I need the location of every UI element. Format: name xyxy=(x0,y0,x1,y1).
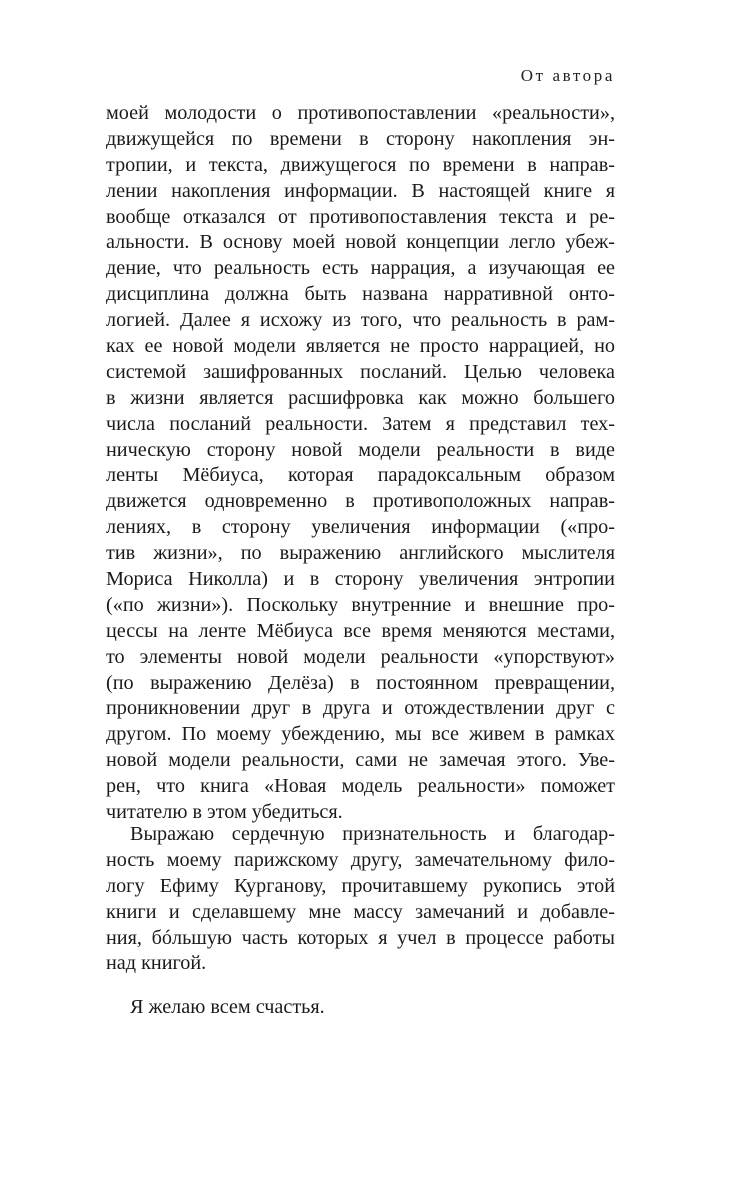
text-line: ность моему парижскому другу, замечательному фило- xyxy=(106,848,615,871)
text-line: движущейся по времени в сторону накопления эн- xyxy=(106,127,615,150)
text-line: вообще отказался от противопоставления текста и ре- xyxy=(106,205,615,228)
paragraph-2 xyxy=(106,822,615,977)
text-line: проникновении друг в друга и отождествлении друг с xyxy=(106,697,615,720)
paragraph-3 xyxy=(106,995,615,1021)
text-line: («по жизни»). Поскольку внутренние и внешние про- xyxy=(106,593,615,616)
text-line: тив жизни», по выражению английского мыслителя xyxy=(106,542,615,565)
text-line: логией. Далее я исхожу из того, что реальность в рам- xyxy=(106,309,615,332)
text-line: логу Ефиму Курганову, прочитавшему рукопись этой xyxy=(106,874,615,897)
text-line: цессы на ленте Мёбиуса все время меняются местами, xyxy=(106,619,615,642)
text-line: дение, что реальность есть наррация, а изучающая ее xyxy=(106,257,615,280)
text-line: новой модели реальности, сами не замечая этого. Уве- xyxy=(106,749,615,772)
text-line: ленты Мёбиуса, которая парадоксальным образом xyxy=(106,464,615,487)
text-line: Выражаю сердечную признательность и благодар- xyxy=(130,823,615,845)
text-line: альности. В основу моей новой концепции легло убеж- xyxy=(106,231,615,254)
text-line: лении накопления информации. В настоящей книге я xyxy=(106,179,615,202)
text-line: ническую сторону новой модели реальности в виде xyxy=(106,438,615,461)
text-line: движется одновременно в противоположных направ- xyxy=(106,490,615,513)
text-line: то элементы новой модели реальности «упорствуют» xyxy=(106,645,615,668)
text-line: книги и сделавшему мне массу замечаний и добавле- xyxy=(106,900,615,923)
text-line: дисциплина должна быть названа нарративной онто- xyxy=(106,283,615,306)
text-line: тропии, и текста, движущегося по времени в направ- xyxy=(106,153,615,176)
text-line: лениях, в сторону увеличения информации («про- xyxy=(106,516,615,539)
text-line: моей молодости о противопоставлении «реальности», xyxy=(106,102,615,124)
text-line: ния, бóльшую часть которых я учел в процессе работы xyxy=(106,926,615,949)
text-line: ках ее новой модели является не просто наррацией, но xyxy=(106,335,615,358)
text-line: другом. По моему убеждению, мы все живем в рамках xyxy=(106,723,615,746)
running-head: От автора xyxy=(520,66,615,85)
paragraph-1 xyxy=(106,101,615,826)
text-line: системой зашифрованных посланий. Целью человека xyxy=(106,360,615,383)
text-line: над книгой. xyxy=(106,952,207,975)
text-line: рен, что книга «Новая модель реальности» поможет xyxy=(106,775,615,798)
text-line: (по выражению Делёза) в постоянном превращении, xyxy=(106,671,615,694)
text-line: читателю в этом убедиться. xyxy=(106,801,343,824)
text-line: Я желаю всем счастья. xyxy=(130,996,325,1018)
text-line: Мориса Николла) и в сторону увеличения энтропии xyxy=(106,568,615,591)
text-line: в жизни является расшифровка как можно большего xyxy=(106,386,615,409)
text-line: числа посланий реальности. Затем я представил тех- xyxy=(106,412,615,435)
